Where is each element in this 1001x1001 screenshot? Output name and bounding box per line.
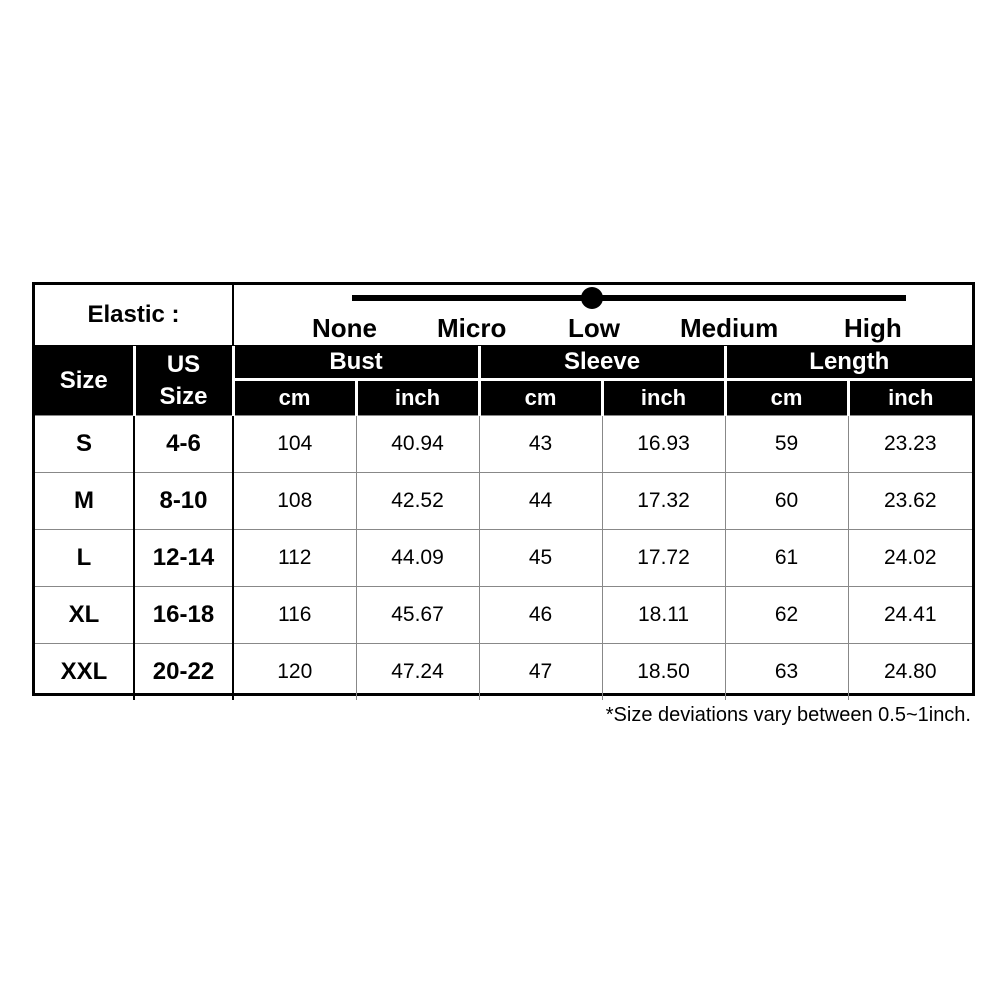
table-row — [35, 530, 972, 587]
size-cell: S — [35, 416, 134, 473]
length-inch-cell: 24.41 — [848, 587, 972, 644]
elastic-level-micro: Micro — [437, 313, 507, 343]
us-size-cell: 16-18 — [134, 587, 233, 644]
elastic-level-medium: Medium — [680, 313, 779, 343]
sleeve-inch-cell: 17.72 — [602, 530, 725, 587]
bust-cm-cell: 120 — [233, 644, 356, 701]
elastic-level-high: High — [844, 313, 902, 343]
sleeve-inch-cell: 16.93 — [602, 416, 725, 473]
sleeve-cm-cell: 45 — [479, 530, 602, 587]
table-row — [35, 644, 972, 701]
header-sleeve: Sleeve — [479, 346, 725, 380]
elastic-level-low: Low — [568, 313, 620, 343]
header-length: Length — [725, 346, 972, 380]
bust-cm-cell: 108 — [233, 473, 356, 530]
header-us-size-text: US Size — [159, 350, 208, 410]
header-bust: Bust — [233, 346, 479, 380]
header-unit-cm: cm — [233, 380, 356, 416]
header-unit-inch: inch — [602, 380, 725, 416]
bust-inch-cell: 42.52 — [356, 473, 479, 530]
size-table — [35, 346, 972, 700]
size-cell: M — [35, 473, 134, 530]
size-cell: XL — [35, 587, 134, 644]
length-inch-cell: 23.62 — [848, 473, 972, 530]
sleeve-cm-cell: 47 — [479, 644, 602, 701]
size-deviation-note: *Size deviations vary between 0.5~1inch. — [605, 704, 971, 726]
bust-inch-cell: 47.24 — [356, 644, 479, 701]
us-size-cell: 12-14 — [134, 530, 233, 587]
sleeve-inch-cell: 18.50 — [602, 644, 725, 701]
header-unit-cm: cm — [479, 380, 602, 416]
length-inch-cell: 24.80 — [848, 644, 972, 701]
sleeve-cm-cell: 43 — [479, 416, 602, 473]
size-cell: L — [35, 530, 134, 587]
sleeve-inch-cell: 18.11 — [602, 587, 725, 644]
sleeve-cm-cell: 44 — [479, 473, 602, 530]
length-inch-cell: 23.23 — [848, 416, 972, 473]
length-cm-cell: 62 — [725, 587, 848, 644]
length-inch-cell: 24.02 — [848, 530, 972, 587]
table-row — [35, 416, 972, 473]
length-cm-cell: 59 — [725, 416, 848, 473]
elastic-row — [35, 285, 972, 347]
header-size: Size — [35, 346, 134, 416]
table-row — [35, 473, 972, 530]
header-us-size — [134, 346, 233, 416]
bust-cm-cell: 104 — [233, 416, 356, 473]
header-unit-inch: inch — [356, 380, 479, 416]
bust-inch-cell: 45.67 — [356, 587, 479, 644]
sleeve-cm-cell: 46 — [479, 587, 602, 644]
elastic-scale-indicator — [581, 287, 603, 309]
header-unit-inch: inch — [848, 380, 972, 416]
elastic-label: Elastic : — [35, 285, 234, 345]
us-size-cell: 8-10 — [134, 473, 233, 530]
length-cm-cell: 63 — [725, 644, 848, 701]
elastic-scale-line — [352, 295, 906, 301]
bust-cm-cell: 116 — [233, 587, 356, 644]
size-cell: XXL — [35, 644, 134, 701]
bust-inch-cell: 44.09 — [356, 530, 479, 587]
sleeve-inch-cell: 17.32 — [602, 473, 725, 530]
elastic-scale — [234, 285, 972, 345]
table-row — [35, 587, 972, 644]
length-cm-cell: 61 — [725, 530, 848, 587]
bust-cm-cell: 112 — [233, 530, 356, 587]
header-unit-cm: cm — [725, 380, 848, 416]
elastic-level-none: None — [312, 313, 377, 343]
size-chart — [32, 282, 975, 696]
us-size-cell: 20-22 — [134, 644, 233, 701]
bust-inch-cell: 40.94 — [356, 416, 479, 473]
us-size-cell: 4-6 — [134, 416, 233, 473]
length-cm-cell: 60 — [725, 473, 848, 530]
